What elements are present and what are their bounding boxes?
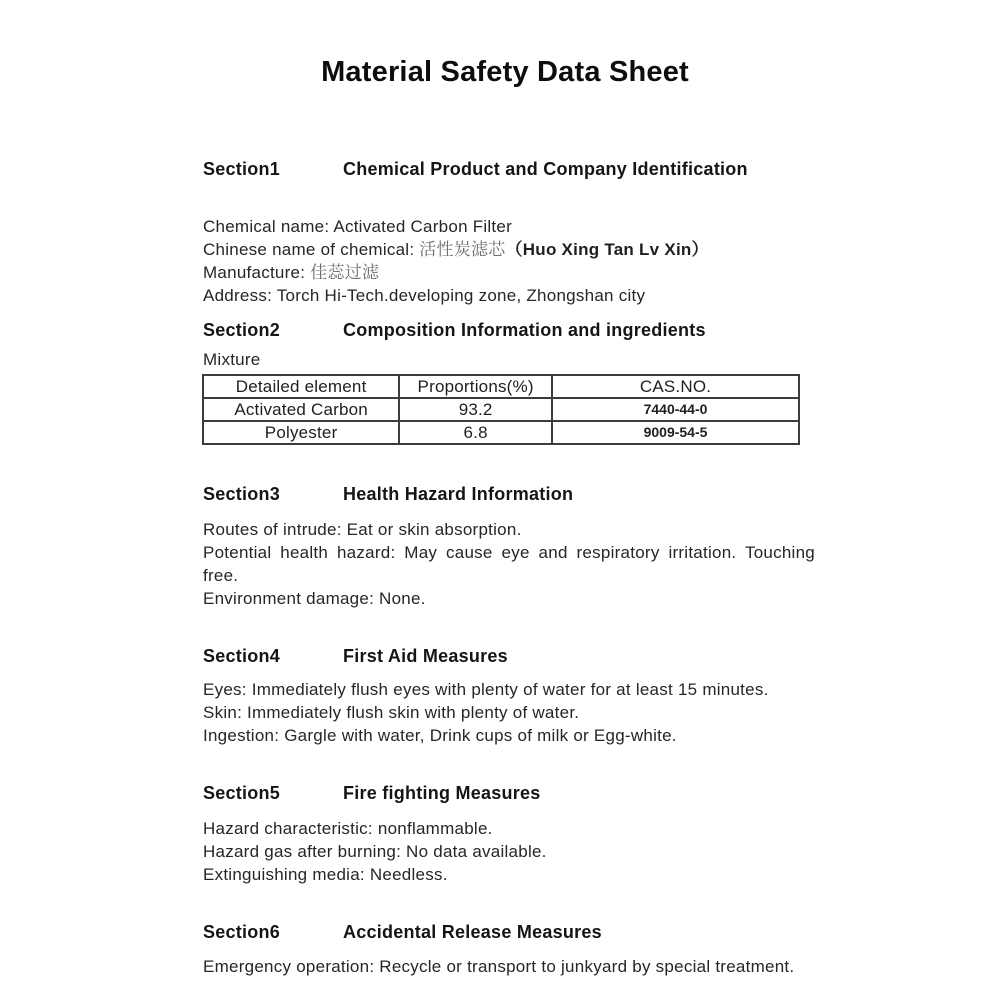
cell-proportion: 6.8 (399, 421, 552, 444)
table-row (203, 421, 799, 444)
section3-number: Section3 (203, 484, 281, 504)
table-row (203, 398, 799, 421)
mixture-label: Mixture (203, 350, 261, 369)
section5-heading (203, 781, 843, 805)
ingestion-line: Ingestion: Gargle with water, Drink cups of milk or Egg-white. (203, 726, 677, 745)
section3-title: Health Hazard Information (343, 484, 574, 504)
header-proportions: Proportions(%) (399, 375, 552, 398)
section4-number: Section4 (203, 646, 281, 666)
address-text: Address: Torch Hi-Tech.developing zone, Zhongshan city (203, 286, 646, 305)
chinese-name-cjk: 活性炭滤芯 (419, 240, 506, 259)
section4-title: First Aid Measures (343, 646, 508, 666)
section1-title: Chemical Product and Company Identification (343, 159, 748, 179)
section5-title: Fire fighting Measures (343, 783, 541, 803)
eyes-line: Eyes: Immediately flush eyes with plenty of water for at least 15 minutes. (203, 680, 769, 699)
cell-proportion: 93.2 (399, 398, 552, 421)
chinese-name-line (203, 238, 815, 261)
section4-body (203, 678, 815, 747)
manufacture-label: Manufacture: (203, 263, 311, 282)
manufacture-cjk: 佳蕊过滤 (310, 263, 380, 282)
section1-body (203, 215, 815, 307)
emergency-operation-line: Emergency operation: Recycle or transport to junkyard by special treatment. (203, 957, 795, 976)
section6-heading (203, 920, 843, 944)
section2-title: Composition Information and ingredients (343, 320, 706, 340)
skin-line: Skin: Immediately flush skin with plenty of water. (203, 703, 580, 722)
manufacture-line (203, 261, 815, 284)
chemical-name-text: Chemical name: Activated Carbon Filter (203, 217, 513, 236)
composition-table (202, 374, 800, 445)
environment-damage-line: Environment damage: None. (203, 589, 426, 608)
address-line (203, 284, 815, 307)
section6-body (203, 955, 815, 978)
section6-title: Accidental Release Measures (343, 922, 602, 942)
chemical-name-line (203, 215, 815, 238)
section6-number: Section6 (203, 922, 281, 942)
section1-heading (203, 157, 843, 181)
header-detailed-element: Detailed element (203, 375, 399, 398)
section2-number: Section2 (203, 320, 281, 340)
cell-cas: 7440-44-0 (552, 398, 799, 421)
hazard-gas-line: Hazard gas after burning: No data available. (203, 842, 547, 861)
potential-hazard-continuation: free. (203, 566, 239, 585)
section4-heading (203, 644, 843, 668)
cell-cas: 9009-54-5 (552, 421, 799, 444)
routes-line: Routes of intrude: Eat or skin absorption. (203, 520, 522, 539)
section5-body (203, 817, 815, 886)
cell-element: Activated Carbon (203, 398, 399, 421)
section5-number: Section5 (203, 783, 281, 803)
document-title: Material Safety Data Sheet (321, 56, 689, 88)
section3-heading (203, 482, 843, 506)
section1-number: Section1 (203, 159, 281, 179)
chinese-name-pinyin: （Huo Xing Tan Lv Xin） (505, 240, 709, 259)
extinguishing-media-line: Extinguishing media: Needless. (203, 865, 448, 884)
section3-body (203, 518, 815, 610)
table-header-row (203, 375, 799, 398)
chinese-name-label: Chinese name of chemical: (203, 240, 420, 259)
header-cas-no: CAS.NO. (552, 375, 799, 398)
cell-element: Polyester (203, 421, 399, 444)
hazard-characteristic-line: Hazard characteristic: nonflammable. (203, 819, 493, 838)
potential-hazard-line: Potential health hazard: May cause eye and respiratory irritation. Touching (203, 543, 815, 562)
section2-heading (203, 318, 843, 342)
